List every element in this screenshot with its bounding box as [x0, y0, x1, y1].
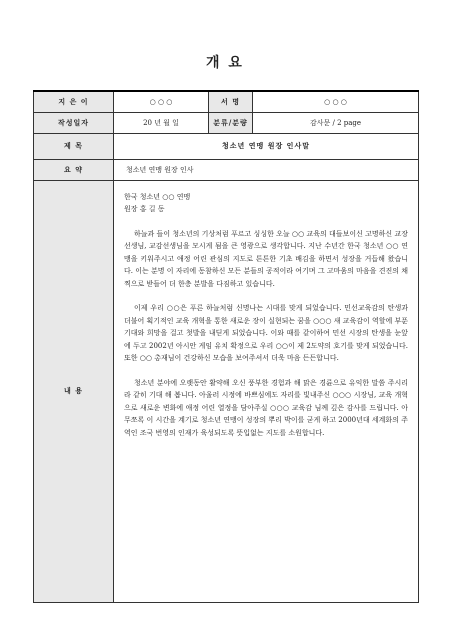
publisher-value: ○ ○ ○: [253, 91, 419, 112]
content-paragraph-2: 이제 우리 ○○은 푸른 하늘처럼 신명나는 시대를 맞게 되었습니다. 민선교육감의 탄생과 더불어 획기적인 교육 개혁을 통한 새로운 장이 실현되는 꿈을 ○○○ 새 교육감이 역할에 부푼 기대와 희망을 걸고 첫발을 내딛게 되었습니다. 이와 때를 같이하여 민선 시장의 탄생을 눈앞에 두고 2002년 아시안 게임 유치 확정으로 우리 ○○이 제 2도약의 호기를 맞게 되었습니다. 또한 ○○ 총재님이 건강하신 모습을 보여주셔서 더욱 마음 든든합니다.: [124, 304, 408, 362]
subject-value: 청소년 연맹 원장 인사말: [114, 133, 419, 159]
content-paragraph-1: 하늘과 들이 청소년의 기상처럼 푸르고 싱싱한 오늘 ○○ 교육의 대들보이신 고명하신 교장 선생님, 교감선생님을 모시게 됨을 큰 영광으로 생각합니다. 지난 수년간 한국 청소년 ○○ 연맹을 키워주시고 애정 어린 관심의 지도로 튼튼한 기초 배김을 하면서 성장을 거듭해 왔습니다. 이는 분명 이 자리에 동참하신 모든 분들의 공적이라 여기며 그 고마움의 마음을 견진의 채찍으로 받들어 더 한층 분발을 다짐하고 있습니다.: [124, 229, 408, 288]
form-table: [33, 90, 419, 603]
publisher-label: 서 명: [209, 91, 253, 112]
writer-value: ○ ○ ○: [114, 91, 209, 112]
summary-label: 요 약: [34, 159, 114, 180]
content-body: [114, 180, 419, 602]
date-value: 20 년 월 일: [114, 112, 209, 133]
content-heading-org: 한국 청소년 ○○ 연맹: [124, 192, 191, 201]
category-label: 분류/분량: [209, 112, 253, 133]
summary-value: 청소년 연맹 원장 인사: [114, 159, 419, 180]
writer-label: 지 은 이: [34, 91, 114, 112]
content-label: 내 용: [34, 180, 114, 602]
content-paragraph-3: 청소년 분야에 오랫동안 활약해 오신 풍부한 경험과 해 맑은 경륜으로 유익한 말씀 주시리라 같히 기대 해 봅니다. 아울러 시정에 바쁘심에도 자리를 빛내주신 ○○○ 시장님, 교육 개혁으로 새로운 변화에 애정 어린 열정을 담아주실 ○○○ 교육감 님께 깊은 감사를 드립니다. 아무쪼록 이 시간을 계기로 청소년 연맹이 성장의 뿌리 박이를 굳게 하고 2000년대 세계화의 주역인 조국 번영의 인재가 육성되도록 뜻입없는 지도를 소원합니다.: [124, 378, 408, 437]
content-heading-author: 원장 홍 길 동: [124, 205, 165, 213]
category-value: 감사문 / 2 page: [253, 112, 419, 133]
date-label: 작성일자: [34, 112, 114, 133]
document-title: 개 요: [206, 55, 244, 71]
subject-label: 제 목: [34, 133, 114, 159]
